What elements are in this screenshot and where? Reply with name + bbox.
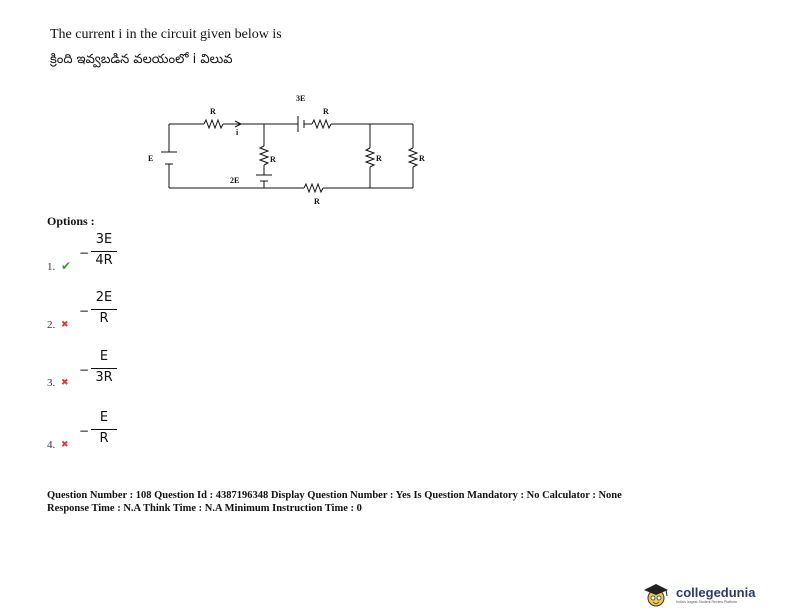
option-number: 1.	[47, 261, 56, 273]
label-current-i: i	[236, 128, 239, 137]
fraction-bar	[91, 309, 117, 310]
label-resistor-top-right: R	[323, 107, 329, 116]
logo-tagline: India's largest Student Review Platform	[676, 600, 737, 604]
denominator: R	[99, 431, 109, 446]
minus-sign: −	[79, 304, 90, 318]
numerator: E	[99, 349, 109, 364]
cross-icon: ✖	[61, 377, 69, 387]
cross-icon: ✖	[61, 319, 69, 329]
option-number: 4.	[47, 439, 56, 451]
fraction-bar	[91, 368, 117, 369]
label-resistor-middle: R	[270, 155, 276, 164]
label-resistor-right1: R	[376, 154, 382, 163]
option-number: 2.	[47, 319, 56, 331]
minus-sign: −	[79, 246, 90, 260]
cross-icon: ✖	[61, 439, 69, 449]
metadata-line-1: Question Number : 108 Question Id : 4387196348 Display Question Number : Yes Is Question Mandatory : No Calculator : None	[47, 490, 622, 501]
label-resistor-bottom: R	[314, 197, 320, 206]
denominator: 3R	[95, 370, 113, 385]
numerator: 3E	[95, 232, 113, 247]
minus-sign: −	[79, 363, 90, 377]
question-text-telugu: క్రింది ఇవ్వబడిన వలయంలో i విలువ	[50, 52, 233, 67]
circuit-diagram	[138, 88, 428, 208]
minus-sign: −	[79, 424, 90, 438]
question-metadata	[47, 489, 622, 515]
metadata-line-2: Response Time : N.A Think Time : N.A Minimum Instruction Time : 0	[47, 503, 362, 514]
fraction-bar	[91, 429, 117, 430]
label-source-2e: 2E	[230, 176, 240, 185]
options-heading: Options :	[47, 214, 95, 228]
collegedunia-logo	[640, 582, 785, 608]
label-source-3e: 3E	[296, 94, 306, 103]
option-number: 3.	[47, 377, 56, 389]
label-source-e: E	[148, 154, 154, 163]
fraction-bar	[91, 251, 117, 252]
check-icon: ✔	[61, 259, 72, 273]
label-resistor-right2: R	[419, 154, 425, 163]
denominator: R	[99, 311, 109, 326]
numerator: E	[99, 410, 109, 425]
numerator: 2E	[95, 290, 113, 305]
logo-wordmark: collegedunia	[676, 585, 756, 600]
question-text-english: The current i in the circuit given below is	[50, 27, 282, 42]
label-resistor-top-left: R	[210, 107, 216, 116]
graduate-mascot-icon	[640, 582, 672, 608]
denominator: 4R	[95, 253, 113, 268]
